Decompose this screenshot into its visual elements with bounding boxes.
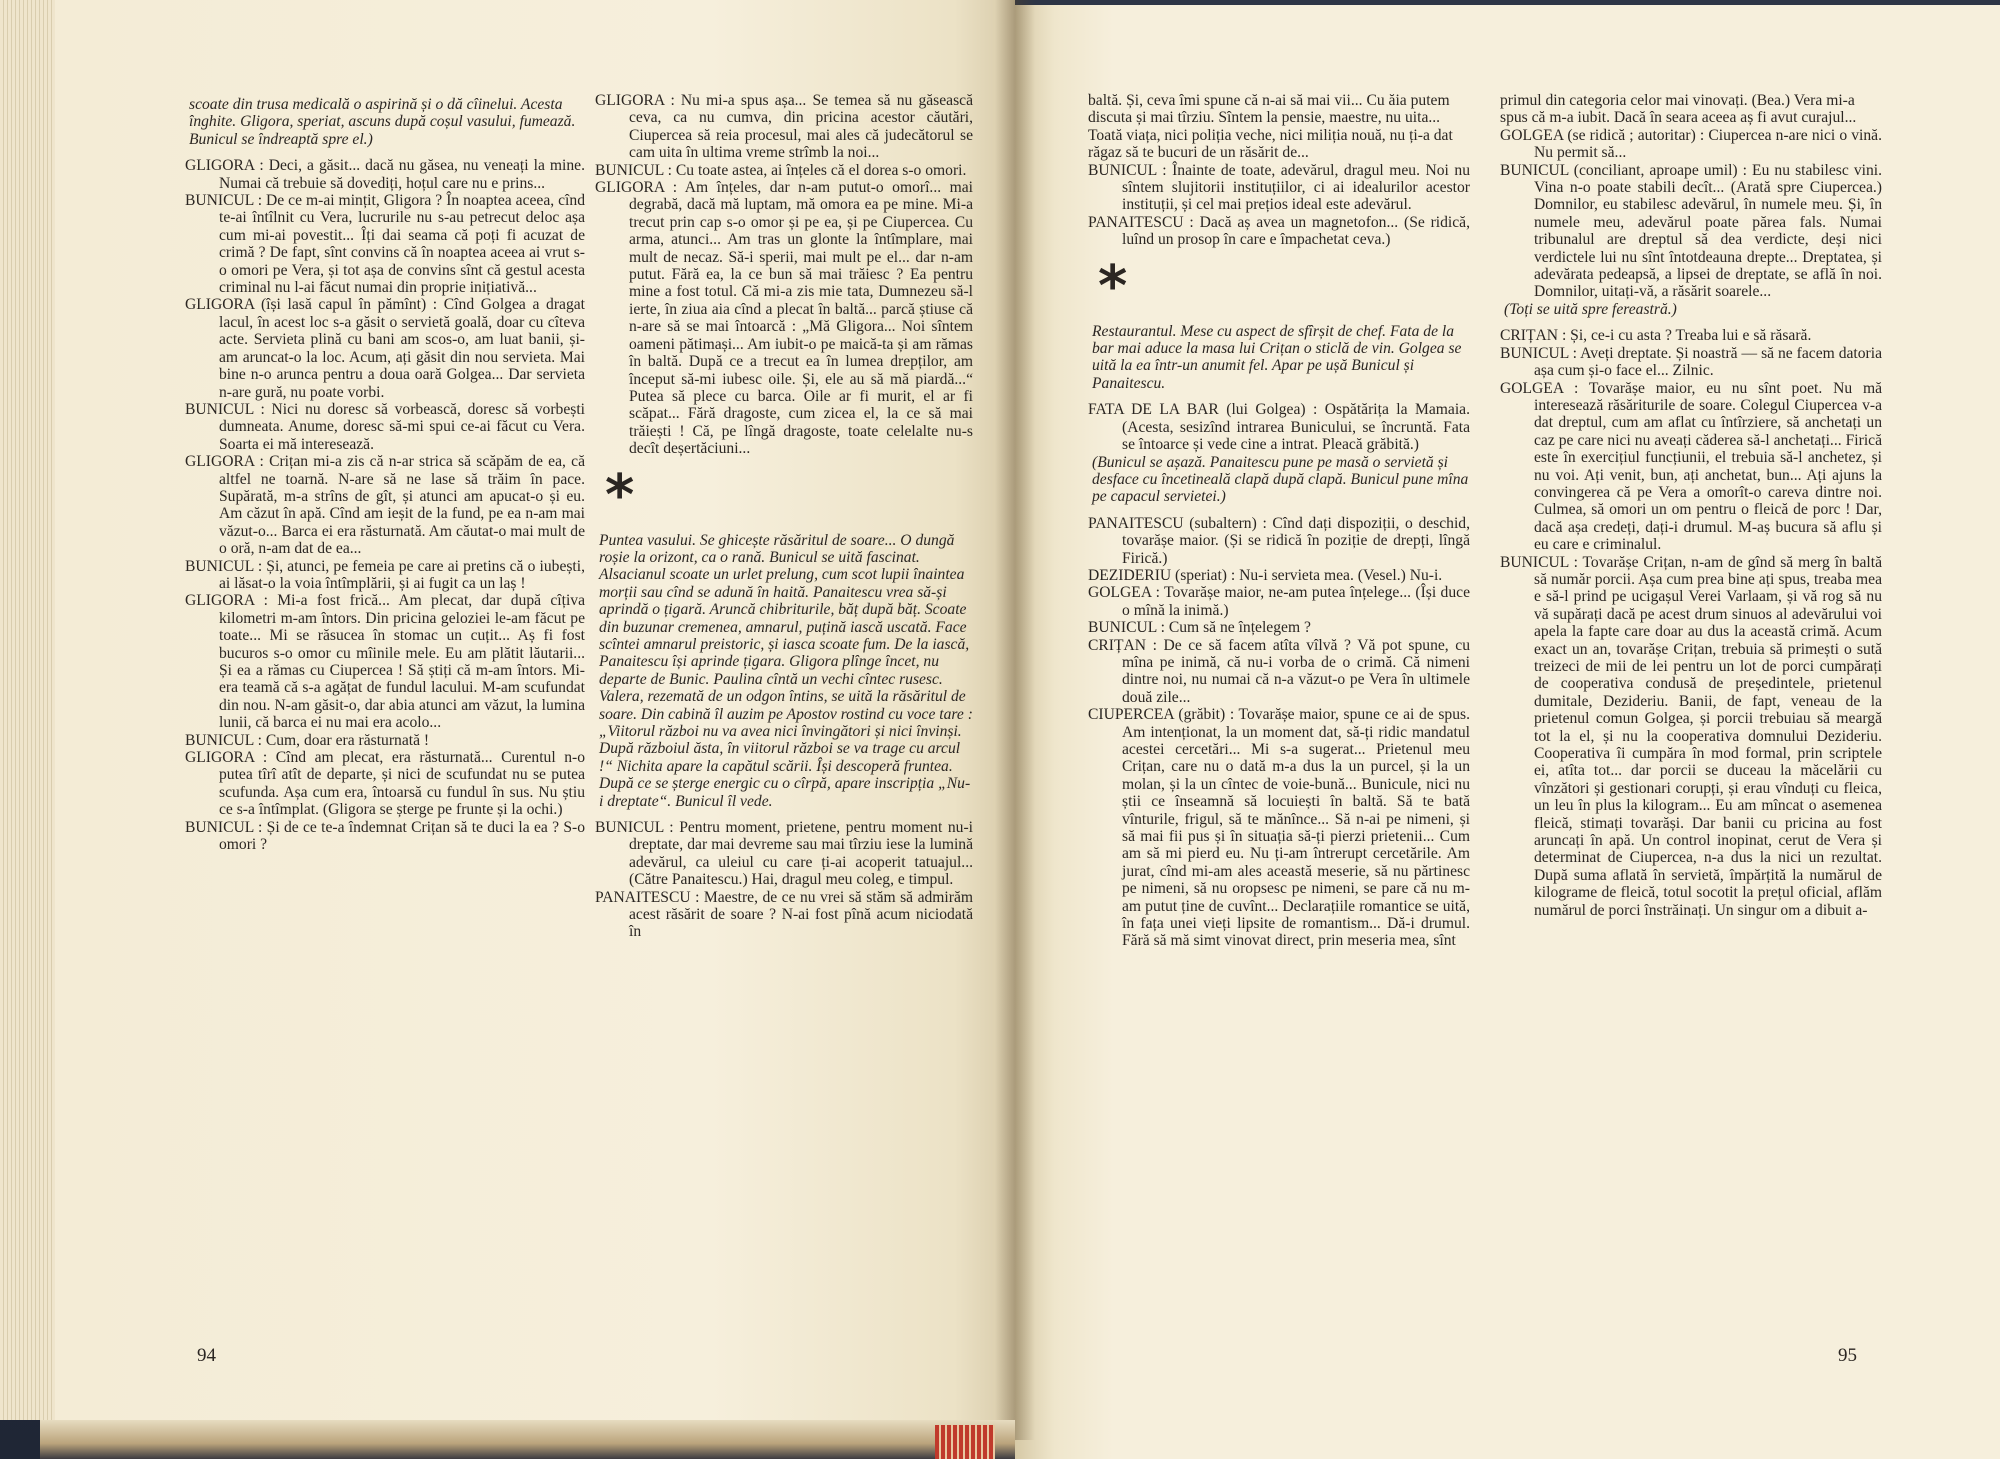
dialogue-line: DEZIDERIU (speriat) : Nu-i servieta mea. (Vesel.) Nu-i.: [1088, 566, 1443, 584]
dialogue-line: BUNICUL : Cum să ne înțelegem ?: [1088, 619, 1311, 637]
dialogue-line: GLIGORA : Mi-a fost frică... Am plecat, dar după cîțiva kilometri m-am întors. Din pricina geloziei le-am făcut pe toate... Mi se răsucea în stomac un cuțit... Aș fi fost bucuros s-o omor cu mîinile mele. Eu am plătit lăutarii... Și ea a rămas cu Ciupercea ! Să știți că m-am întors. Mi-era teamă că s-a agățat de fundul lacului. M-am scufundat din nou. N-am găsit-o, dar abia atunci am văzut, la lumina lunii, că barca ei nu mai era acolo...: [185, 592, 585, 732]
book-gutter: [995, 0, 1035, 1440]
dialogue-line: GOLGEA : Tovarășe maior, ne-am putea înțelege... (Își duce o mînă la inimă.): [1088, 584, 1470, 619]
scene-separator-asterisk: *: [605, 462, 635, 528]
dialogue-line: primul din categoria celor mai vinovați. (Bea.) Vera mi-a spus că m-a iubit. Dacă în seara aceea aș fi avut curajul...: [1500, 92, 1857, 127]
left-page-column-1: [185, 96, 585, 853]
dialogue-line: CIUPERCEA (grăbit) : Tovarășe maior, spune ce ai de spus. Am intenționat, la un moment dat, să-ți ridic mandatul acestei cercetări... Mi s-a sugerat... Prietenul meu Crițan, care nu o dată m-a dus la un purcel, și la un molan, și la un cîntec de voie-bună... Bunicule, nici nu știi ce înseamnă să locuiești în baltă. Să te bată vînturile, frigul, să te mănînce... Să n-ai pe nimeni, și să mai fii pus și în situația să-ți pierzi prietenii... Cum am să mi pierd eu. Nu ți-am întrerupt cercetările. Am jurat, cînd mi-am ales această meserie, să nu părtinesc pe nimeni, să nu oropsesc pe nimeni, se pare că nu m-am putut ține de cuvînt... Declarațiile romantice se uită, în fața unei vieți lipsite de romantism... Dă-i drumul. Fără să mă simt vinovat direct, prin meseria mea, sînt: [1088, 706, 1470, 950]
page-number-left: 94: [197, 1345, 216, 1366]
dialogue-line: BUNICUL : Tovarășe Crițan, n-am de gînd să merg în baltă să număr porcii. Așa cum prea bine ați spus, treaba mea e să-l prind pe ucigașul Verei Varlaam, și vă rog să nu vă supărați dacă pe acest drum sinuos al adevărului voi apela la fapte care doar au dus la această crimă. Acum exact un an, tovarășe Crițan, trebuia să primești o sută treizeci de mii de lei pentru un lot de porci cumpărați de cooperativa condusă de președintele, prietenul dumitale, Dezideriu. Banii, de fapt, veneau de la prietenul comun Golgea, și porcii trebuiau să meargă tot la el, și nu la cooperativa domnului Dezideriu. Cooperativa îi cumpăra în mod formal, prin scriptele ei, atîta tot... dar porcii se duceau la măcelării cu vînzători și gestionari corupți, și erau vînduți cu fleica, un leu în plus la kilogram... Eu am mîncat o asemenea fleică, stimați tovarăși. Dar banii cu pricina au fost aruncați în apă. Un control inopinat, cerut de Vera și determinat de Ciupercea, n-a dus la nici un rezultat. După suma aflată în servietă, împărțită la numărul de kilograme de fleică, totul socotit la prețul oficial, aflăm numărul de porci înstrăinați. Un singur om a dibuit a-: [1500, 553, 1882, 919]
dialogue-line: GLIGORA : Deci, a găsit... dacă nu găsea, nu veneați la mine. Numai că trebuie să dovediți, hoțul care nu e prins...: [185, 157, 585, 192]
dialogue-line: GLIGORA : Cînd am plecat, era răsturnată... Curentul n-o putea tîrî atît de departe, și nici de scufundat nu se putea scufunda. Așa cum era, întoarsă cu fundul în sus. Nu știu ce s-a întîmplat. (Gligora se șterge pe frunte și la ochi.): [185, 749, 585, 819]
stage-direction: scoate din trusa medicală o aspirină și o dă cîinelui. Acesta înghite. Gligora, speriat, ascuns după coșul vasului, fumează. Bunicul se îndreaptă spre el.): [189, 96, 576, 148]
left-page-column-2: [595, 92, 973, 941]
dialogue-line: BUNICUL : Aveți dreptate. Și noastră — să ne facem datoria așa cum și-o face el... Zilnic.: [1500, 344, 1882, 380]
dialogue-line: BUNICUL (conciliant, aproape umil) : Eu nu stabilesc vini. Vina n-o poate stabili decît... (Arată spre Ciupercea.) Domnilor, eu stabilesc adevărul, în numele meu. Și, în numele meu, adevărul poate părea fals. Numai tribunalul are dreptul să dea verdicte, deși nici verdictele lui nu sînt întotdeauna drepte... Dreptatea, și adevărata pedeapsă, a lipsei de dreptate, se află în noi. Domnilor, uitați-vă, a răsărit soarele...: [1500, 161, 1882, 301]
dialogue-line: GLIGORA : Crițan mi-a zis că n-ar strica să scăpăm de ea, că altfel ne toarnă. N-are să ne lase să trăim în pace. Supărată, m-a strîns de gît, și atunci am apucat-o și eu. Am căzut în apă. Cînd am ieșit de la fund, pe ea n-am mai văzut-o... Barca ei era răsturnată. Am căutat-o mai mult de o oră, n-am dat de ea...: [185, 453, 585, 558]
stage-direction: (Bunicul se așază. Panaitescu pune pe masă o servietă și desface cu încetineală clapă după clapă. Bunicul pune mîna pe capacul servietei.): [1092, 453, 1469, 506]
dialogue-line: BUNICUL : Pentru moment, prietene, pentru moment nu-i dreptate, dar mai devreme sau mai tîrziu iese la lumină adevărul, ca uleiul cu care ți-ai acoperit tatuajul... (Către Panaitescu.) Hai, dragul meu coleg, e timpul.: [595, 819, 973, 889]
dialogue-line: BUNICUL : Cu toate astea, ai înțeles că el dorea s-o omori.: [595, 161, 967, 179]
stage-direction: (Toți se uită spre fereastră.): [1504, 300, 1677, 318]
dialogue-line: BUNICUL : Și, atunci, pe femeia pe care ai pretins că o iubești, ai lăsat-o la voia întîmplării, și ai fugit ca un laș !: [185, 557, 585, 592]
dialogue-line: BUNICUL : Și de ce te-a îndemnat Crițan să te duci la ea ? S-o omori ?: [185, 818, 585, 854]
scene-separator-asterisk: *: [1098, 253, 1128, 319]
dialogue-line: CRIȚAN : Și, ce-i cu asta ? Treaba lui e să răsară.: [1500, 327, 1812, 345]
dialogue-line: GLIGORA : Am înțeles, dar n-am putut-o omorî... mai degrabă, dacă mă luptam, mă omora ea pe mine. Mi-a trecut prin cap s-o omor și pe ea, și pe Ciupercea. Cu arma, atunci... Am tras un glonte la întîmplare, mai mult de necaz. Să-i sperii, mai mult pe el... dar n-am putut. Fără ea, la ce bun să mai trăiesc ? Ea pentru mine a fost totul. Că mi-a zis mie tata, Dumnezeu să-l ierte, în ziua aia cînd a plecat în baltă... parcă știuse că n-are să se mai întoarcă : „Mă Gligora... Noi sîntem oameni pătimași... Am iubit-o pe maică-ta și am rămas în baltă. După ce a trecut ea în lumea drepților, am început să-mi iubesc oile. Și, ele au să mă piardă...“ Putea să plece cu barca. Oile ar fi murit, el ar fi scăpat... Fără dragoste, cum zicea el, la ce să mai trăiești ! Că, pe lîngă dragoste, toate celelalte nu-s decît deșertăciuni...: [595, 179, 973, 458]
dialogue-line: PANAITESCU : Dacă aș avea un magnetofon... (Se ridică, luînd un prosop în care e împachetat ceva.): [1088, 213, 1470, 249]
stage-direction: Puntea vasului. Se ghicește răsăritul de soare... O dungă roșie la orizont, ca o rană. Bunicul se uită fascinat. Alsacianul scoate un urlet prelung, cum scot lupii înaintea morții sau cînd se adună în haită. Panaitescu vrea să-și aprindă o țigară. Aruncă chibriturile, băț după băț. Scoate din buzunar cremenea, amnarul, puțină iască uscată. Face scîntei amnarul preistoric, și iasca scoate fum. De la iască, Panaitescu își aprinde țigara. Gligora plînge încet, nu departe de Bunic. Paulina cîntă un vechi cîntec rusesc. Valera, rezemată de un odgon întins, se uită la răsăritul de soare. Din cabină îl auzim pe Apostov rostind cu voce tare : „Viitorul război nu va avea nici învingători și nici învinși. După războiul ăsta, în viitorul război se va trage cu arcul !“ Nichita apare la capătul scării. Își descoperă fruntea. După ce se șterge energic cu o cîrpă, apare inscripția „Nu-i dreptate“. Bunicul îl vede.: [599, 531, 973, 810]
dialogue-line: PANAITESCU (subaltern) : Cînd dați dispoziții, o deschid, tovarășe maior. (Și se ridică în poziție de drepți, lîngă Firică.): [1088, 514, 1470, 567]
dialogue-line: BUNICUL : Nici nu doresc să vorbească, doresc să vorbești dumneata. Anume, doresc să-mi spui ce-ai făcut cu Vera. Soarta ei mă interesează.: [185, 400, 585, 453]
dialogue-line: FATA DE LA BAR (lui Golgea) : Ospătărița la Mamaia. (Acesta, sesizînd intrarea Bunicului, se încruntă. Fata se întoarce și vede cine a intrat. Pleacă grăbită.): [1088, 401, 1470, 454]
dialogue-line: BUNICUL : Înainte de toate, adevărul, dragul meu. Noi nu sîntem slujitorii instituțiilor, ci ai idealurilor acestor instituții, și cel mai prețios ideal este adevărul.: [1088, 161, 1470, 214]
dialogue-line: GLIGORA : Nu mi-a spus așa... Se temea să nu găsească ceva, ca nu cumva, din pricina acestor căutări, Ciupercea să reia procesul, mai ales că judecătorul se cam uita în ultima vreme strîmb la noi...: [595, 92, 973, 162]
dialogue-line: CRIȚAN : De ce să facem atîta vîlvă ? Vă pot spune, cu mîna pe inimă, că nu-i vorba de o crimă. Că nimeni dintre noi, nu numai că n-a văzut-o pe Vera în ultimele două zile...: [1088, 636, 1470, 706]
dialogue-line: PANAITESCU : Maestre, de ce nu vrei să stăm să admirăm acest răsărit de soare ? N-ai fost pînă acum niciodată în: [595, 888, 973, 941]
dialogue-line: baltă. Și, ceva îmi spune că n-ai să mai vii... Cu ăia putem discuta și mai tîrziu. Sîntem la pensie, maestre, nu uita... Toată viața, nici poliția veche, nici miliția nouă, nu ți-a dat răgaz să te bucuri de un răsărit de...: [1088, 92, 1453, 162]
bookmark-ribbon: [935, 1425, 995, 1459]
dialogue-line: BUNICUL : Cum, doar era răsturnată !: [185, 731, 430, 749]
dialogue-line: GLIGORA (își lasă capul în pămînt) : Cînd Golgea a dragat lacul, în acest loc s-a găsit o servietă goală, doar cu cîteva acte. Servieta plină cu bani am scos-o, am luat banii, și-am aruncat-o la loc. Acum, ați găsit din nou servieta. Mai bine n-o arunca pentru a doua oară Golgea... Dar servieta n-are gură, nu poate vorbi.: [185, 296, 585, 401]
dialogue-line: BUNICUL : De ce m-ai mințit, Gligora ? În noaptea aceea, cînd te-ai întîlnit cu Vera, lucrurile nu s-au petrecut deloc așa cum mi-ai povestit... Îți dai seama că poți fi acuzat de crimă ? De fapt, sînt convins că în noaptea aceea ai vrut s-o omori pe Vera, și tot așa de convins sînt că gestul acesta criminal nu l-ai făcut numai din proprie inițiativă...: [185, 192, 585, 297]
page-number-right: 95: [1838, 1345, 1857, 1366]
dialogue-line: GOLGEA (se ridică ; autoritar) : Ciupercea n-are nici o vină. Nu permit să...: [1500, 126, 1882, 162]
stage-direction: Restaurantul. Mese cu aspect de sfîrșit de chef. Fata de la bar mai aduce la masa lui Crițan o sticlă de vin. Golgea se uită la ea într-un anumit fel. Apar pe ușă Bunicul și Panaitescu.: [1092, 322, 1462, 392]
right-page-column-1: [1088, 92, 1470, 950]
right-page-column-2: [1500, 92, 1882, 919]
dialogue-line: GOLGEA : Tovarășe maior, eu nu sînt poet. Nu mă interesează răsăriturile de soare. Colegul Ciupercea v-a dat dreptul, cum am aflat cu întîrziere, să anchetați un caz pe care nici nu aveați căderea să-l anchetați... Firică este în exercițiul funcțiunii, el trebuia să-l anchetez, și nu voi. Ați venit, bun, ați anchetat, bun... Ați ajuns la convingerea că pe Vera a omorît-o careva dintre noi. Culmea, să omori un om pentru o fleică de porc ! Dar, dacă așa credeți, dați-i drumul. M-aș bucura să aflu și eu care e criminalul.: [1500, 379, 1882, 554]
left-page-edges: [0, 0, 55, 1420]
page-bottom-edge: [40, 1420, 1015, 1459]
